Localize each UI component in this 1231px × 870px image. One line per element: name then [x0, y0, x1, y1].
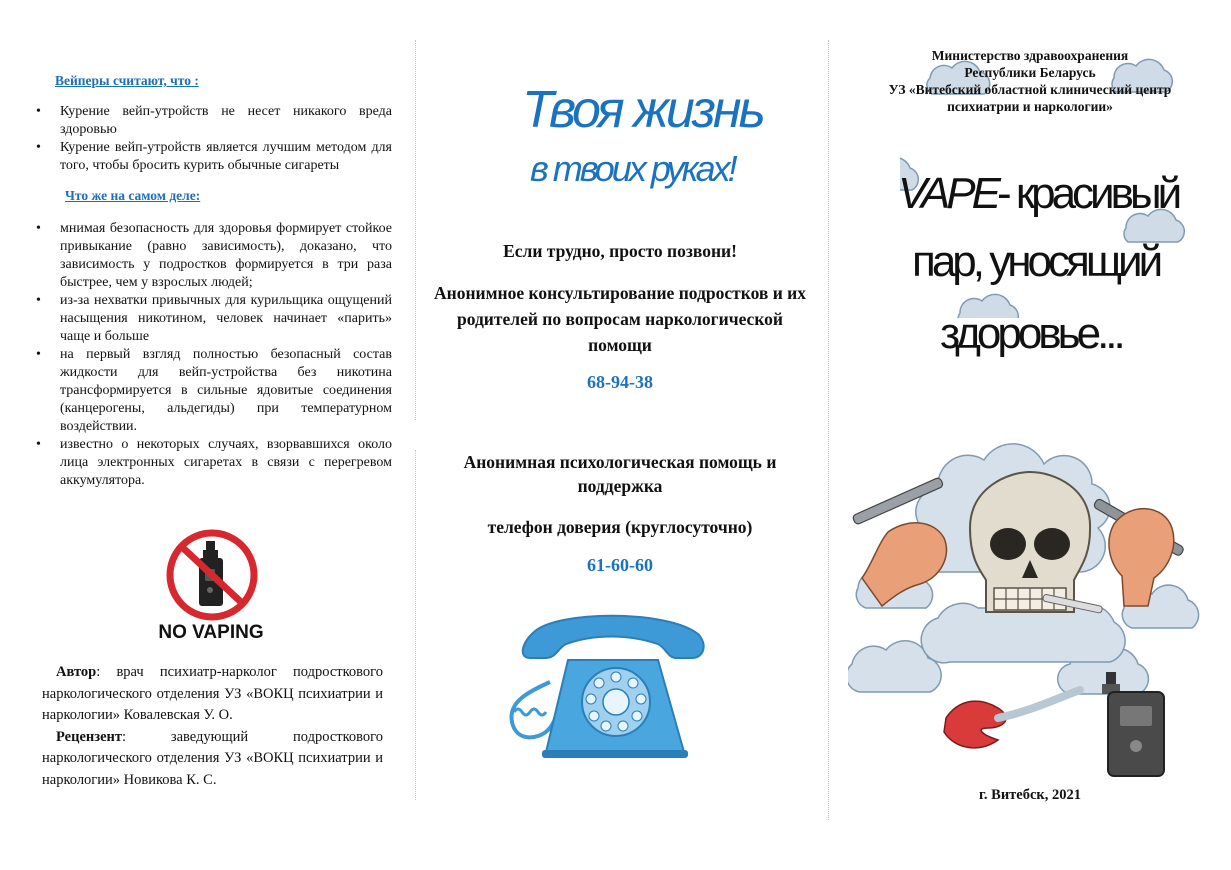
reviewer-text: : заведующий подросткового наркологического отделения УЗ «ВОКЦ психиатрии и наркологии» Новикова К. С.	[42, 728, 383, 788]
author-text: : врач психиатр-нарколог подросткового наркологического отделения УЗ «ВОКЦ психиатрии и наркологии» Ковалевская У. О.	[42, 664, 383, 723]
list-item: • Курение вейп-утройств является лучшим методом для того, чтобы бросить курить обычные сигареты	[36, 139, 392, 175]
slogan-line-2: в твоих руках!	[530, 148, 735, 189]
slogan-line-1: Твоя жизнь	[522, 81, 763, 139]
beliefs-heading: Вейперы считают, что :	[55, 73, 199, 88]
skull-vape-illustration	[848, 428, 1210, 780]
ministry-line: УЗ «Витебский областной клинический центр	[888, 82, 1172, 97]
consult-text: Анонимное консультирование подростков и их родителей по вопросам наркологической помощи	[433, 283, 807, 355]
ministry-line: психиатрии и наркологии»	[947, 99, 1113, 114]
list-item: • Курение вейп-утройств не несет никакого вреда здоровью	[36, 103, 392, 139]
reviewer-label: Рецензент	[56, 728, 122, 745]
title-vape: VAPE	[898, 169, 997, 218]
beliefs-list	[36, 103, 392, 175]
ministry-line: Министерство здравоохранения	[931, 48, 1129, 63]
phone-number-1: 68-94-38	[587, 372, 653, 392]
facts-heading: Что же на самом деле:	[65, 188, 201, 203]
title-rest: - красивый	[996, 169, 1179, 218]
telephone-icon	[498, 612, 724, 762]
list-item: • известно о некоторых случаях, взорвавшихся около лица электронных сигаретах в связи с перегревом аккумулятора.	[36, 436, 392, 490]
facts-list	[36, 220, 392, 490]
call-text: Если трудно, просто позвони!	[503, 241, 737, 261]
title-line-3: здоровье...	[940, 309, 1122, 358]
fold-line	[415, 450, 416, 800]
author-label: Автор	[56, 664, 97, 680]
title-line-1	[898, 169, 1179, 218]
ministry-line: Республики Беларусь	[964, 65, 1096, 80]
phone-number-2: 61-60-60	[587, 555, 653, 575]
ministry-header	[850, 47, 1210, 115]
title-line-2: пар, уносящий	[912, 237, 1160, 286]
psych-help-text: Анонимная психологическая помощь и поддержка	[463, 452, 777, 496]
hotline-text: телефон доверия (круглосуточно)	[487, 517, 753, 537]
fold-line	[415, 40, 416, 420]
list-item: • на первый взгляд полностью безопасный состав жидкости для вейп-устройства без никотина трансформируется в сильные ядовитые соединения (канцерогены, альдегиды) при температурном воздействии.	[36, 346, 392, 436]
credits	[42, 662, 383, 791]
no-vaping-icon	[164, 527, 260, 623]
fold-line	[828, 40, 829, 820]
no-vaping-label: NO VAPING	[158, 622, 264, 643]
city-year: г. Витебск, 2021	[978, 787, 1082, 803]
list-item: • мнимая безопасность для здоровья формирует стойкое привыкание (равно зависимость), доказано, что зависимость у подростков формируется в три раза быстрее, чем у взрослых людей;	[36, 220, 392, 292]
list-item: • из-за нехватки привычных для курильщика ощущений насыщения никотином, человек начинает «парить» чаще и больше	[36, 292, 392, 346]
